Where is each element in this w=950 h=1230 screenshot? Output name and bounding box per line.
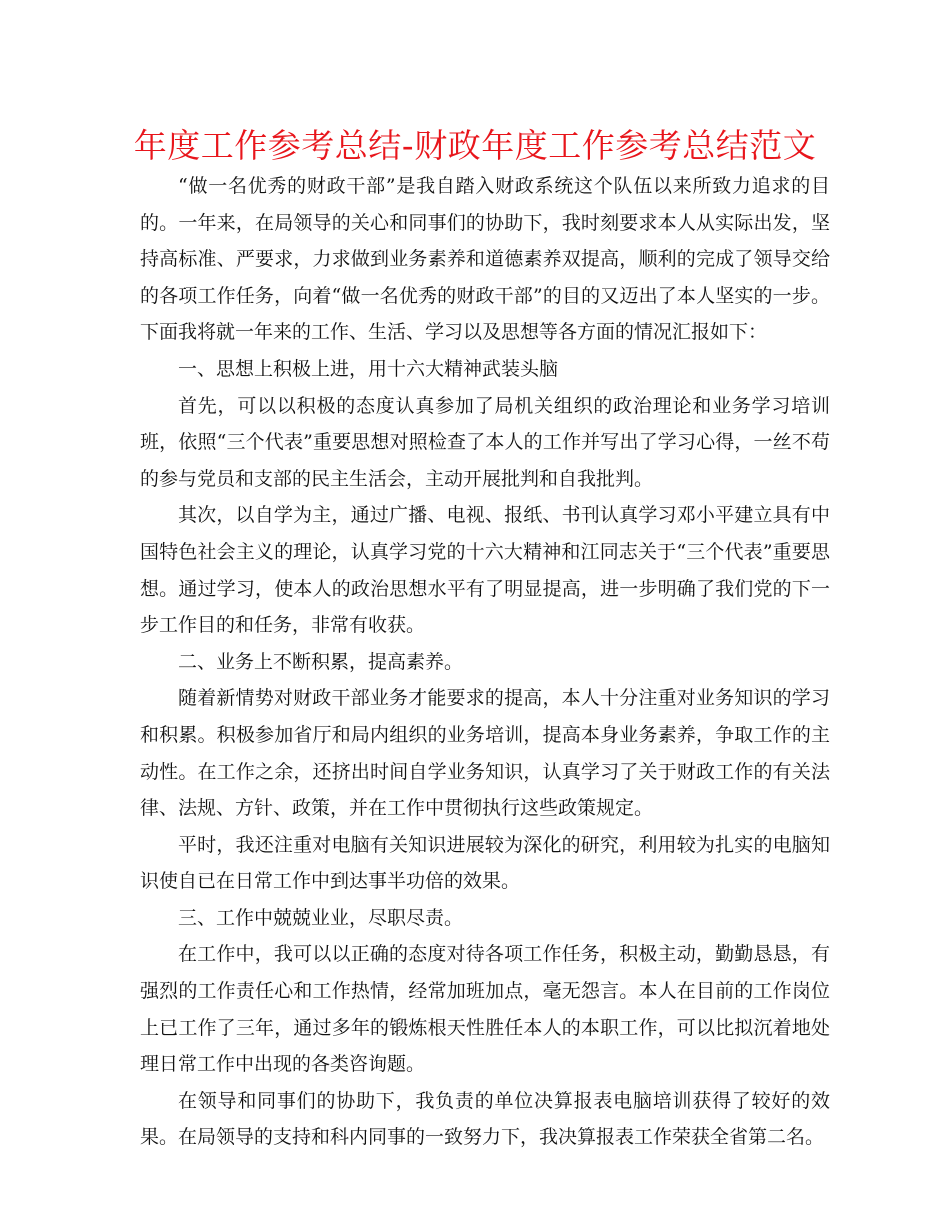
paragraph: 随着新情势对财政干部业务才能要求的提高，本人十分注重对业务知识的学习和积累。积极参加省厅和局内组织的业务培训，提高本身业务素养，争取工作的主动性。在工作之余，还挤出时间自学业务知识，认真学习了关于财政工作的有关法律、法规、方针、政策，并在工作中贯彻执行这些政策规定。 [140,687,830,820]
paragraph: 平时，我还注重对电脑有关知识进展较为深化的研究，利用较为扎实的电脑知识使自已在日常工作中到达事半功倍的效果。 [140,833,830,893]
section-heading-1: 一、思想上积极上进，用十六大精神武装头脑 [178,357,559,380]
section-heading-3: 三、工作中兢兢业业，尽职尽责。 [178,906,464,929]
paragraph: 在工作中，我可以以正确的态度对待各项工作任务，积极主动，勤勤恳恳，有强烈的工作责任心和工作热情，经常加班加点，毫无怨言。本人在目前的工作岗位上已工作了三年，通过多年的锻炼根天性胜任本人的本职工作，可以比拟沉着地处理日常工作中出现的各类咨询题。 [140,943,830,1076]
paragraph: 其次，以自学为主，通过广播、电视、报纸、书刊认真学习邓小平建立具有中国特色社会主义的理论，认真学习党的十六大精神和江同志关于“三个代表”重要思想。通过学习，使本人的政治思想水平有了明显提高，进一步明确了我们党的下一步工作目的和任务，非常有收获。 [140,504,830,637]
document-body [140,168,830,1156]
document-title: 年度工作参考总结-财政年度工作参考总结范文 [133,126,817,165]
paragraph: 首先，可以以积极的态度认真参加了局机关组织的政治理论和业务学习培训班，依照“三个代表”重要思想对照检查了本人的工作并写出了学习心得，一丝不苟的参与党员和支部的民主生活会，主动开展批判和自我批判。 [140,394,830,490]
paragraph-intro: “做一名优秀的财政干部”是我自踏入财政系统这个队伍以来所致力追求的目的。一年来，在局领导的关心和同事们的协助下，我时刻要求本人从实际出发，坚持高标准、严要求，力求做到业务素养和道德素养双提高，顺利的完成了领导交给的各项工作任务，向着“做一名优秀的财政干部”的目的又迈出了本人坚实的一步。下面我将就一年来的工作、生活、学习以及思想等各方面的情况汇报如下： [140,175,830,344]
section-heading-2: 二、业务上不断积累，提高素养。 [178,650,464,673]
paragraph: 在领导和同事们的协助下，我负责的单位决算报表电脑培训获得了较好的效果。在局领导的支持和科内同事的一致努力下，我决算报表工作荣获全省第二名。 [140,1089,830,1149]
